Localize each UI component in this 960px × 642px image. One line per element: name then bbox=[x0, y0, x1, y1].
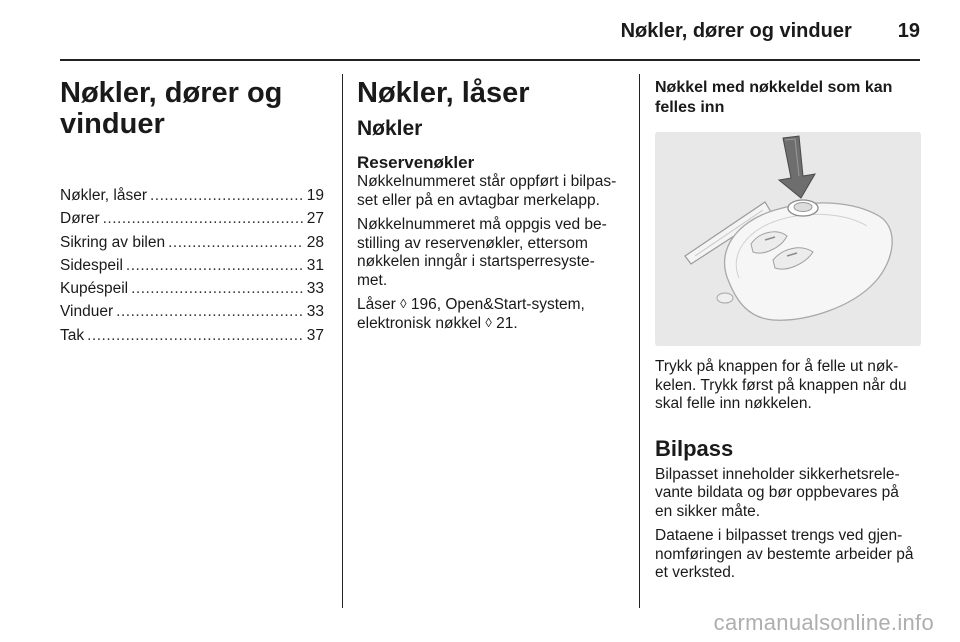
cross-reference-icon: ◊ bbox=[400, 296, 407, 311]
car-pass-paragraph-2: Dataene i bilpasset trengs ved gjen- nomføringen av bestemte arbeider på et verksted. bbox=[655, 527, 914, 581]
spare-keys-heading: Reservenøkler bbox=[357, 153, 475, 172]
section-title: Nøkler, låser bbox=[357, 77, 530, 109]
page-number: 19 bbox=[897, 19, 920, 42]
toc-item[interactable]: Dører ..... 27 bbox=[60, 207, 324, 230]
folding-key-illustration bbox=[655, 132, 921, 346]
folding-key-paragraph: Trykk på knappen for å felle ut nøk- kelen. Trykk først på knappen når du skal felle inn nøkkelen. bbox=[655, 358, 907, 412]
watermark: carmanualsonline.info bbox=[713, 610, 934, 635]
cross-reference-link[interactable]: 21. bbox=[496, 314, 518, 332]
column-divider-1 bbox=[342, 74, 343, 608]
spare-keys-paragraph-1: Nøkkelnummeret står oppført i bilpas- set eller på en avtagbar merkelapp. bbox=[357, 173, 617, 209]
folding-key-heading: Nøkkel med nøkkeldel som kan felles inn bbox=[655, 79, 893, 116]
running-header-title: Nøkler, dører og vinduer bbox=[620, 19, 852, 42]
key-fob-icon bbox=[655, 132, 921, 346]
column-divider-2 bbox=[639, 74, 640, 608]
spare-keys-paragraph-3: Låser ◊ 196, Open&Start-system, elektronisk nøkkel ◊ 21. bbox=[357, 296, 585, 332]
toc-item[interactable]: Vinduer ..... 33 bbox=[60, 300, 324, 323]
chapter-title: Nøkler, dører og vinduer bbox=[60, 77, 283, 140]
keys-column bbox=[357, 76, 623, 333]
cross-reference-link[interactable]: 196, Open&Start-system, bbox=[410, 296, 585, 313]
running-header bbox=[60, 16, 920, 46]
cross-reference-icon: ◊ bbox=[485, 314, 492, 330]
toc-item[interactable]: Sikring av bilen ..... 28 bbox=[60, 231, 324, 254]
chapter-column bbox=[60, 76, 324, 347]
folding-key-column bbox=[655, 76, 923, 583]
car-pass-heading: Bilpass bbox=[655, 435, 734, 461]
toc-item[interactable]: Tak ..... 37 bbox=[60, 324, 324, 347]
subsection-title: Nøkler bbox=[357, 117, 423, 140]
table-of-contents bbox=[60, 184, 324, 347]
header-divider bbox=[60, 59, 920, 61]
car-pass-paragraph-1: Bilpasset inneholder sikkerhetsrele- vante bildata og bør oppbevares på en sikker måte. bbox=[655, 465, 900, 520]
toc-item[interactable]: Nøkler, låser ..... 19 bbox=[60, 184, 324, 207]
spare-keys-paragraph-2: Nøkkelnummeret må oppgis ved be- stilling av reservenøkler, ettersom nøkkelen inngår i startsperresyste- met. bbox=[357, 216, 607, 289]
toc-item[interactable]: Sidespeil ..... 31 bbox=[60, 254, 324, 277]
toc-item[interactable]: Kupéspeil ..... 33 bbox=[60, 277, 324, 300]
